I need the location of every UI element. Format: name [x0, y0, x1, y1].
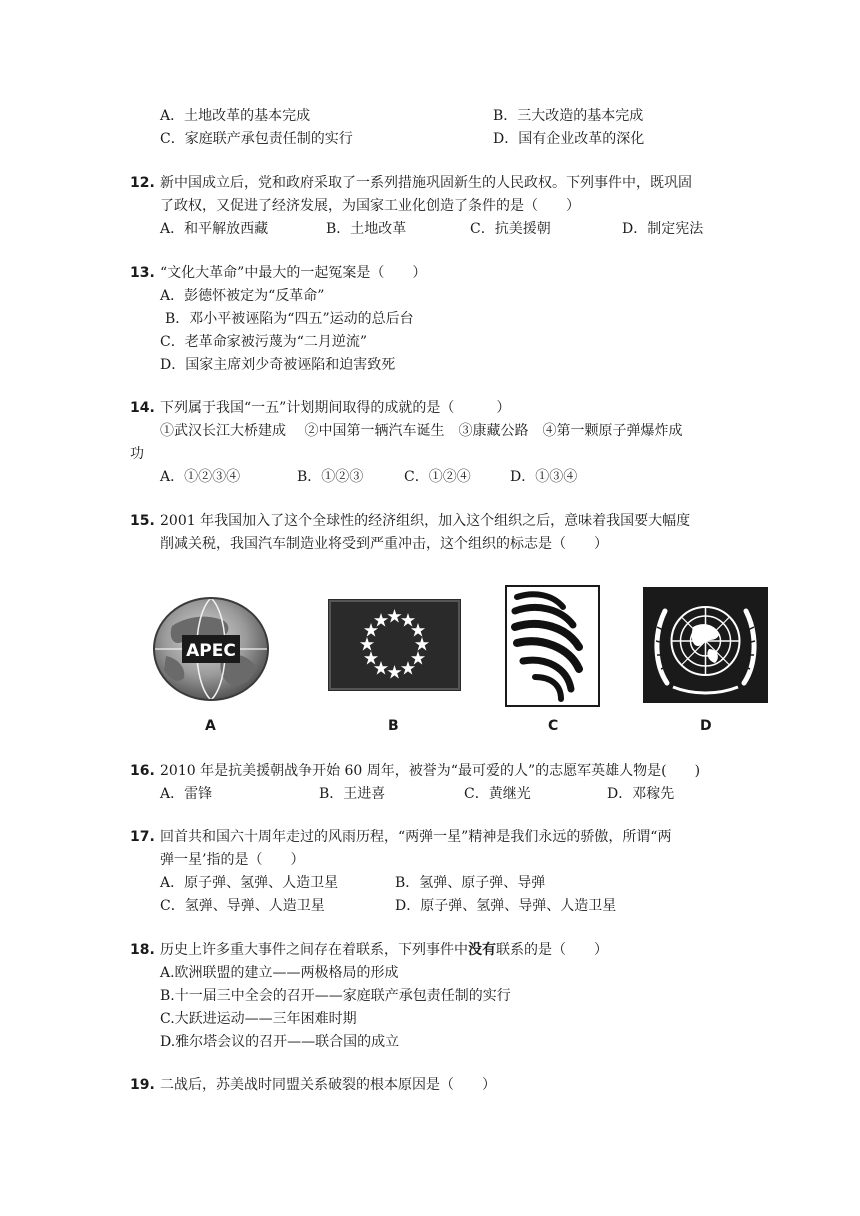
- q17-stem-line1: 回首共和国六十周年走过的风雨历程，“两弹一星”精神是我们永远的骄傲，所谓“两: [160, 829, 672, 845]
- q16-number: 16.: [130, 763, 155, 779]
- q17-stem-line2: 弹一星’指的是（ ）: [160, 852, 305, 868]
- q12-stem-line1: 新中国成立后，党和政府采取了一系列措施巩固新生的人民政权。下列事件中，既巩固: [160, 175, 692, 191]
- logo-label-d: D: [700, 718, 712, 734]
- q17-number: 17.: [130, 829, 155, 845]
- q12-option-d: D．制定宪法: [622, 221, 704, 237]
- q14-option-d: D．①③④: [510, 469, 578, 485]
- q13-option-b: B．邓小平被诬陷为“四五”运动的总后台: [165, 311, 414, 327]
- logo-label-b: B: [388, 718, 399, 734]
- q16-option-c: C．黄继光: [464, 786, 531, 802]
- q17-option-c: C．氢弹、导弹、人造卫星: [160, 898, 325, 914]
- q16-stem: 2010 年是抗美援朝战争开始 60 周年，被誉为“最可爱的人”的志愿军英雄人物是( ): [160, 763, 701, 779]
- q11-option-b: B．三大改造的基本完成: [493, 108, 644, 124]
- q18-option-c: C.大跃进运动——三年困难时期: [160, 1011, 357, 1027]
- q11-option-c: C．家庭联产承包责任制的实行: [160, 131, 353, 147]
- q14-option-a: A．①②③④: [160, 469, 241, 485]
- q12-option-c: C．抗美援朝: [470, 221, 551, 237]
- wto-logo-image: [505, 585, 600, 707]
- q18-stem-suffix: 联系的是（ ）: [496, 942, 608, 958]
- q18-option-b: B.十一届三中全会的召开——家庭联产承包责任制的实行: [160, 988, 511, 1004]
- q12-number: 12.: [130, 175, 155, 191]
- q12-option-b: B．土地改革: [326, 221, 407, 237]
- q16-option-d: D．邓稼先: [607, 786, 675, 802]
- logo-label-a: A: [205, 718, 216, 734]
- q18-stem: [160, 940, 608, 960]
- q11-option-d: D．国有企业改革的深化: [493, 131, 645, 147]
- q18-option-d: D.雅尔塔会议的召开——联合国的成立: [160, 1034, 400, 1050]
- q11-option-a: A．土地改革的基本完成: [160, 108, 311, 124]
- q19-stem: 二战后，苏美战时同盟关系破裂的根本原因是（ ）: [160, 1077, 496, 1093]
- q18-number: 18.: [130, 942, 155, 958]
- q13-option-c: C．老革命家被污蔑为“二月逆流”: [160, 334, 368, 350]
- q12-option-a: A．和平解放西藏: [160, 221, 269, 237]
- q13-option-d: D．国家主席刘少奇被诬陷和迫害致死: [160, 357, 396, 373]
- q14-option-c: C．①②④: [404, 469, 471, 485]
- q12-stem-line2: 了政权，又促进了经济发展，为国家工业化创造了条件的是（ ）: [160, 198, 580, 214]
- q14-number: 14.: [130, 400, 155, 416]
- q13-option-a: A．彭德怀被定为“反革命”: [160, 288, 325, 304]
- q17-option-a: A．原子弹、氢弹、人造卫星: [160, 875, 339, 891]
- q14-stem: 下列属于我国“一五”计划期间取得的成就的是（ ）: [160, 400, 511, 416]
- european-flag-image: [328, 599, 461, 691]
- apec-logo-image: [152, 596, 270, 702]
- q16-option-a: A．雷锋: [160, 786, 213, 802]
- q19-number: 19.: [130, 1077, 155, 1093]
- q18-stem-prefix: 历史上许多重大事件之间存在着联系，下列事件中: [160, 942, 468, 958]
- apec-logo-text: APEC: [186, 641, 236, 661]
- q17-option-b: B．氢弹、原子弹、导弹: [395, 875, 546, 891]
- q13-number: 13.: [130, 265, 155, 281]
- q18-stem-emphasis: 没有: [468, 942, 496, 958]
- q14-items: ①武汉长江大桥建成 ②中国第一辆汽车诞生 ③康藏公路 ④第一颗原子弹爆炸成: [160, 423, 683, 439]
- q14-option-b: B．①②③: [297, 469, 364, 485]
- q13-stem: “文化大革命”中最大的一起冤案是（ ）: [160, 265, 427, 281]
- q15-stem-line1: 2001 年我国加入了这个全球性的经济组织，加入这个组织之后，意味着我国要大幅度: [160, 513, 691, 529]
- united-nations-logo-image: [643, 587, 768, 703]
- q18-option-a: A.欧洲联盟的建立——两极格局的形成: [160, 965, 399, 981]
- logo-label-c: C: [548, 718, 559, 734]
- q14-items-continued: 功: [130, 446, 144, 462]
- q15-number: 15.: [130, 513, 155, 529]
- q17-option-d: D．原子弹、氢弹、导弹、人造卫星: [395, 898, 617, 914]
- q15-stem-line2: 削减关税，我国汽车制造业将受到严重冲击，这个组织的标志是（ ）: [160, 536, 608, 552]
- q16-option-b: B．王进喜: [319, 786, 386, 802]
